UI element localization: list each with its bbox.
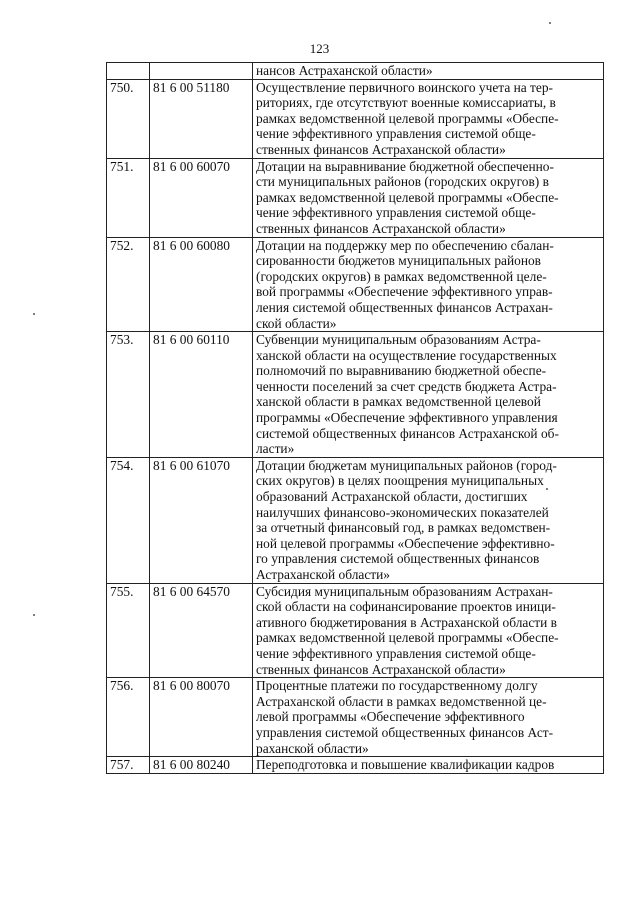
- description-line: управления системой общественных финансов Аст-: [256, 724, 554, 740]
- description-line: рамках ведомственной целевой программы «Обеспе-: [256, 110, 559, 126]
- row-description: [253, 332, 604, 458]
- description-line: ханской области на осуществление государственных: [256, 347, 557, 363]
- scan-speck: [33, 614, 35, 616]
- row-number: [107, 63, 150, 80]
- description-line: ченности поселений за счет средств бюджета Астра-: [256, 378, 557, 394]
- description-line: чение эффективного управления системой обще-: [256, 126, 536, 142]
- scan-speck: [546, 488, 548, 490]
- description-line: риториях, где отсутствуют военные комиссариаты, в: [256, 95, 556, 111]
- description-line: Субвенции муниципальным образованиям Астра-: [256, 332, 541, 348]
- row-description: [253, 757, 604, 774]
- row-code: [150, 63, 253, 80]
- description-line: ативного бюджетирования в Астраханской области в: [256, 614, 557, 630]
- description-line: системой общественных финансов Астраханской об-: [256, 425, 559, 441]
- row-description: [253, 457, 604, 583]
- description-line: раханской области»: [256, 740, 369, 756]
- row-number: 751.: [107, 158, 150, 237]
- description-line: рамках ведомственной целевой программы «Обеспе-: [256, 189, 559, 205]
- row-code: 81 6 00 64570: [150, 583, 253, 678]
- row-code: 81 6 00 60070: [150, 158, 253, 237]
- description-line: чение эффективного управления системой обще-: [256, 205, 536, 221]
- description-line: программы «Обеспечение эффективного управления: [256, 410, 558, 426]
- description-line: полномочий по выравниванию бюджетной обеспе-: [256, 363, 547, 379]
- row-number: 753.: [107, 332, 150, 458]
- row-description: [253, 63, 604, 80]
- row-code: 81 6 00 60080: [150, 237, 253, 332]
- scan-speck: [33, 313, 35, 315]
- row-number: 755.: [107, 583, 150, 678]
- row-code: 81 6 00 61070: [150, 457, 253, 583]
- description-line: ских округов) в целях поощрения муниципальных: [256, 473, 544, 489]
- description-line: чение эффективного управления системой обще-: [256, 645, 536, 661]
- description-line: ственных финансов Астраханской области»: [256, 141, 506, 157]
- description-line: ской области»: [256, 315, 337, 331]
- budget-code-table: [106, 62, 604, 774]
- description-line: ласти»: [256, 441, 295, 457]
- description-line: левой программы «Обеспечение эффективного: [256, 709, 525, 725]
- row-number: 754.: [107, 457, 150, 583]
- description-line: сированности бюджетов муниципальных районов: [256, 253, 542, 269]
- row-description: [253, 237, 604, 332]
- description-line: ственных финансов Астраханской области»: [256, 220, 506, 236]
- description-line: сти муниципальных районов (городских округов) в: [256, 174, 549, 190]
- description-line: ления системой общественных финансов Астрахан-: [256, 299, 553, 315]
- description-line: го управления системой общественных финансов: [256, 551, 540, 567]
- description-line: наилучших финансово-экономических показателей: [256, 504, 549, 520]
- description-line: рамках ведомственной целевой программы «Обеспе-: [256, 630, 559, 646]
- scan-speck: [549, 22, 551, 24]
- description-line: нансов Астраханской области»: [256, 63, 433, 78]
- description-line: Переподготовка и повышение квалификации кадров: [256, 757, 555, 773]
- description-line: Процентные платежи по государственному долгу: [256, 678, 538, 694]
- description-line: ханской области в рамках ведомственной целевой: [256, 394, 541, 410]
- row-code: 81 6 00 51180: [150, 79, 253, 158]
- table-row: [107, 237, 604, 332]
- row-number: 757.: [107, 757, 150, 774]
- row-number: 752.: [107, 237, 150, 332]
- description-line: ной целевой программы «Обеспечение эффективно-: [256, 535, 555, 551]
- page-number: 123: [309, 41, 330, 56]
- description-line: Осуществление первичного воинского учета на тер-: [256, 79, 554, 95]
- row-number: 756.: [107, 678, 150, 757]
- table-row: [107, 757, 604, 774]
- description-line: Субсидия муниципальным образованиям Астрахан-: [256, 583, 553, 599]
- row-code: 81 6 00 80240: [150, 757, 253, 774]
- table-row: [107, 158, 604, 237]
- row-description: [253, 583, 604, 678]
- table-row: [107, 63, 604, 80]
- description-line: за отчетный финансовый год, в рамках ведомствен-: [256, 520, 551, 536]
- description-line: Дотации на поддержку мер по обеспечению сбалан-: [256, 237, 554, 253]
- description-line: ственных финансов Астраханской области»: [256, 661, 506, 677]
- row-description: [253, 678, 604, 757]
- row-description: [253, 79, 604, 158]
- table-row: [107, 332, 604, 458]
- table-row: [107, 79, 604, 158]
- table-row: [107, 583, 604, 678]
- description-line: ской области на софинансирование проектов иници-: [256, 599, 556, 615]
- description-line: вой программы «Обеспечение эффективного управ-: [256, 284, 553, 300]
- description-line: Астраханской области в рамках ведомственной це-: [256, 693, 547, 709]
- table-row: [107, 678, 604, 757]
- table-body: [107, 63, 604, 774]
- description-line: (городских округов) в рамках ведомственной целе-: [256, 268, 547, 284]
- row-number: 750.: [107, 79, 150, 158]
- row-code: 81 6 00 60110: [150, 332, 253, 458]
- row-description: [253, 158, 604, 237]
- table-row: [107, 457, 604, 583]
- description-line: Дотации бюджетам муниципальных районов (город-: [256, 457, 557, 473]
- row-code: 81 6 00 80070: [150, 678, 253, 757]
- description-line: Дотации на выравнивание бюджетной обеспеченно-: [256, 158, 554, 174]
- description-line: Астраханской области»: [256, 567, 390, 582]
- description-line: образований Астраханской области, достигших: [256, 489, 528, 505]
